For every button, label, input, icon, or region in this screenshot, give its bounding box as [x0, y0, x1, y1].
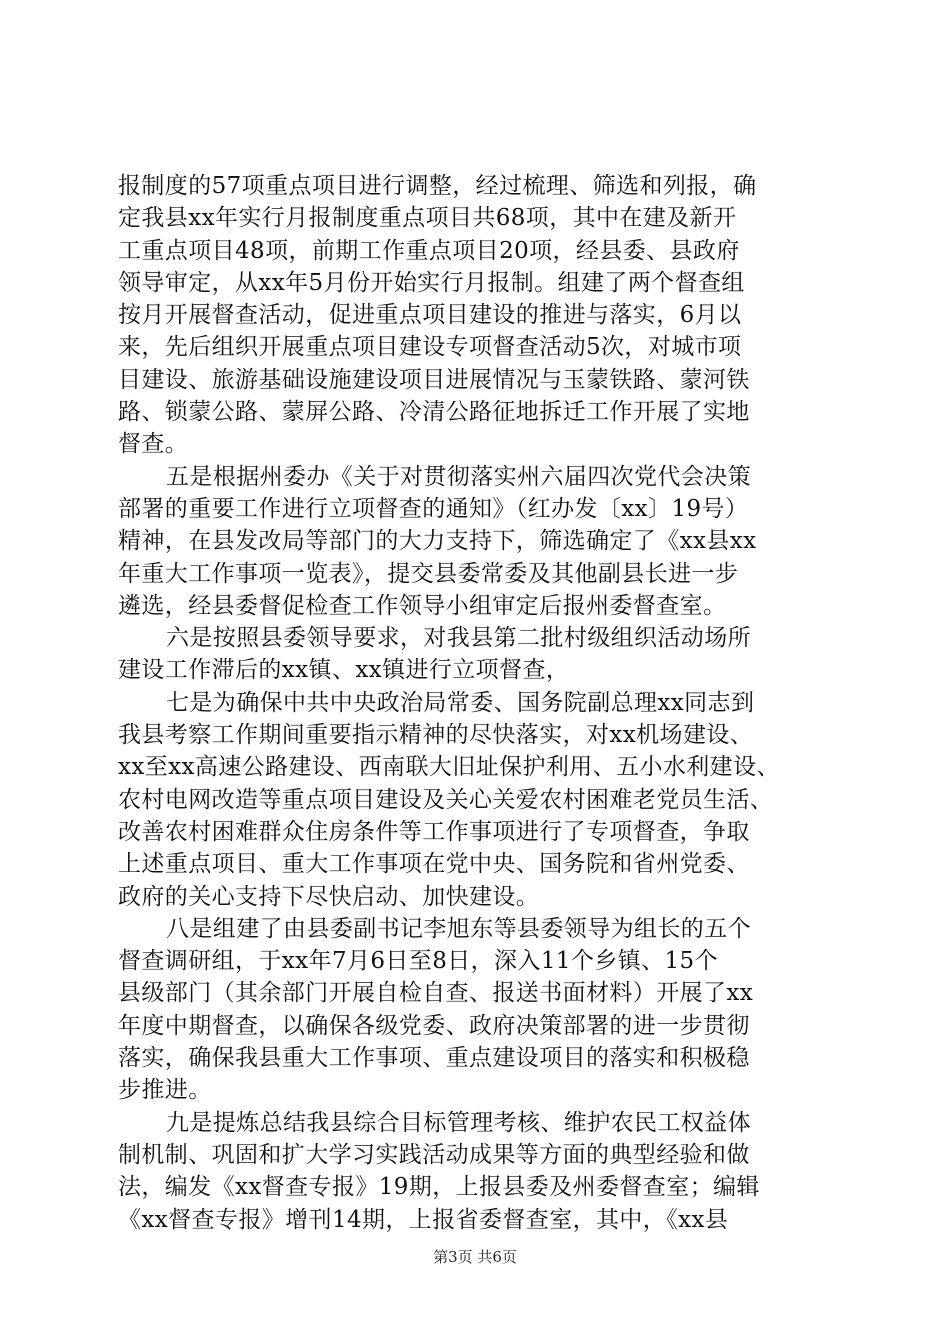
text-line: 领导审定，从xx年5月份开始实行月报制。组建了两个督查组: [118, 269, 745, 296]
text-line: 改善农村困难群众住房条件等工作事项进行了专项督查，争取: [118, 818, 750, 845]
text-line: 督查。: [118, 431, 189, 458]
text-line: 定我县xx年实行月报制度重点项目共68项，其中在建及新开: [118, 205, 737, 232]
text-line: 政府的关心支持下尽快启动、加快建设。: [118, 883, 540, 910]
text-line: xx至xx高速公路建设、西南联大旧址保护利用、五小水利建设、: [118, 754, 780, 781]
text-line: 六是按照县委领导要求，对我县第二批村级组织活动场所: [166, 625, 751, 652]
text-line: 农村电网改造等重点项目建设及关心关爱农村困难老党员生活、: [118, 786, 774, 813]
text-line: 年重大工作事项一览表》，提交县委常委及其他副县长进一步: [118, 560, 739, 587]
text-line: 目建设、旅游基础设施建设项目进展情况与玉蒙铁路、蒙河铁: [118, 366, 750, 393]
text-line: 精神，在县发改局等部门的大力支持下，筛选确定了《xx县xx: [118, 528, 757, 555]
text-line: 按月开展督查活动，促进重点项目建设的推进与落实，6月以: [118, 302, 742, 329]
text-line: 《xx督查专报》增刊14期，上报省委督查室，其中，《xx县: [118, 1206, 729, 1233]
text-line: 落实，确保我县重大工作事项、重点建设项目的落实和积极稳: [118, 1045, 750, 1072]
document-body: [118, 170, 838, 1236]
text-line: 遴选，经县委督促检查工作领导小组审定后报州委督查室。: [118, 592, 727, 619]
page-footer: 第3页 共6页: [433, 1248, 517, 1266]
text-line: 年度中期督查，以确保各级党委、政府决策部署的进一步贯彻: [118, 1012, 750, 1039]
text-line: 工重点项目48项，前期工作重点项目20项，经县委、县政府: [118, 237, 740, 264]
text-line: 部署的重要工作进行立项督查的通知》（红办发〔xx〕19号）: [118, 495, 749, 522]
text-line: 七是为确保中共中央政治局常委、国务院副总理xx同志到: [166, 689, 755, 716]
text-line: 九是提炼总结我县综合目标管理考核、维护农民工权益体: [166, 1109, 751, 1136]
text-line: 上述重点项目、重大工作事项在党中央、国务院和省州党委、: [118, 851, 750, 878]
text-line: 报制度的57项重点项目进行调整，经过梳理、筛选和列报，确: [118, 173, 757, 199]
text-line: 我县考察工作期间重要指示精神的尽快落实，对xx机场建设、: [118, 722, 754, 749]
text-line: 督查调研组，于xx年7月6日至8日，深入11个乡镇、15个: [118, 948, 718, 975]
text-line: 建设工作滞后的xx镇、xx镇进行立项督查，: [118, 657, 570, 684]
text-line: 步推进。: [118, 1077, 212, 1104]
text-line: 来，先后组织开展重点项目建设专项督查活动5次，对城市项: [118, 334, 742, 361]
text-line: 路、锁蒙公路、蒙屏公路、冷清公路征地拆迁工作开展了实地: [118, 399, 750, 426]
text-line: 县级部门（其余部门开展自检自查、报送书面材料）开展了xx: [118, 980, 754, 1007]
text-line: 五是根据州委办《关于对贯彻落实州六届四次党代会决策: [166, 463, 751, 490]
text-line: 制机制、巩固和扩大学习实践活动成果等方面的典型经验和做: [118, 1141, 750, 1168]
text-line: 法，编发《xx督查专报》19期，上报县委及州委督查室；编辑: [118, 1174, 760, 1201]
text-line: 八是组建了由县委副书记李旭东等县委领导为组长的五个: [166, 915, 751, 942]
